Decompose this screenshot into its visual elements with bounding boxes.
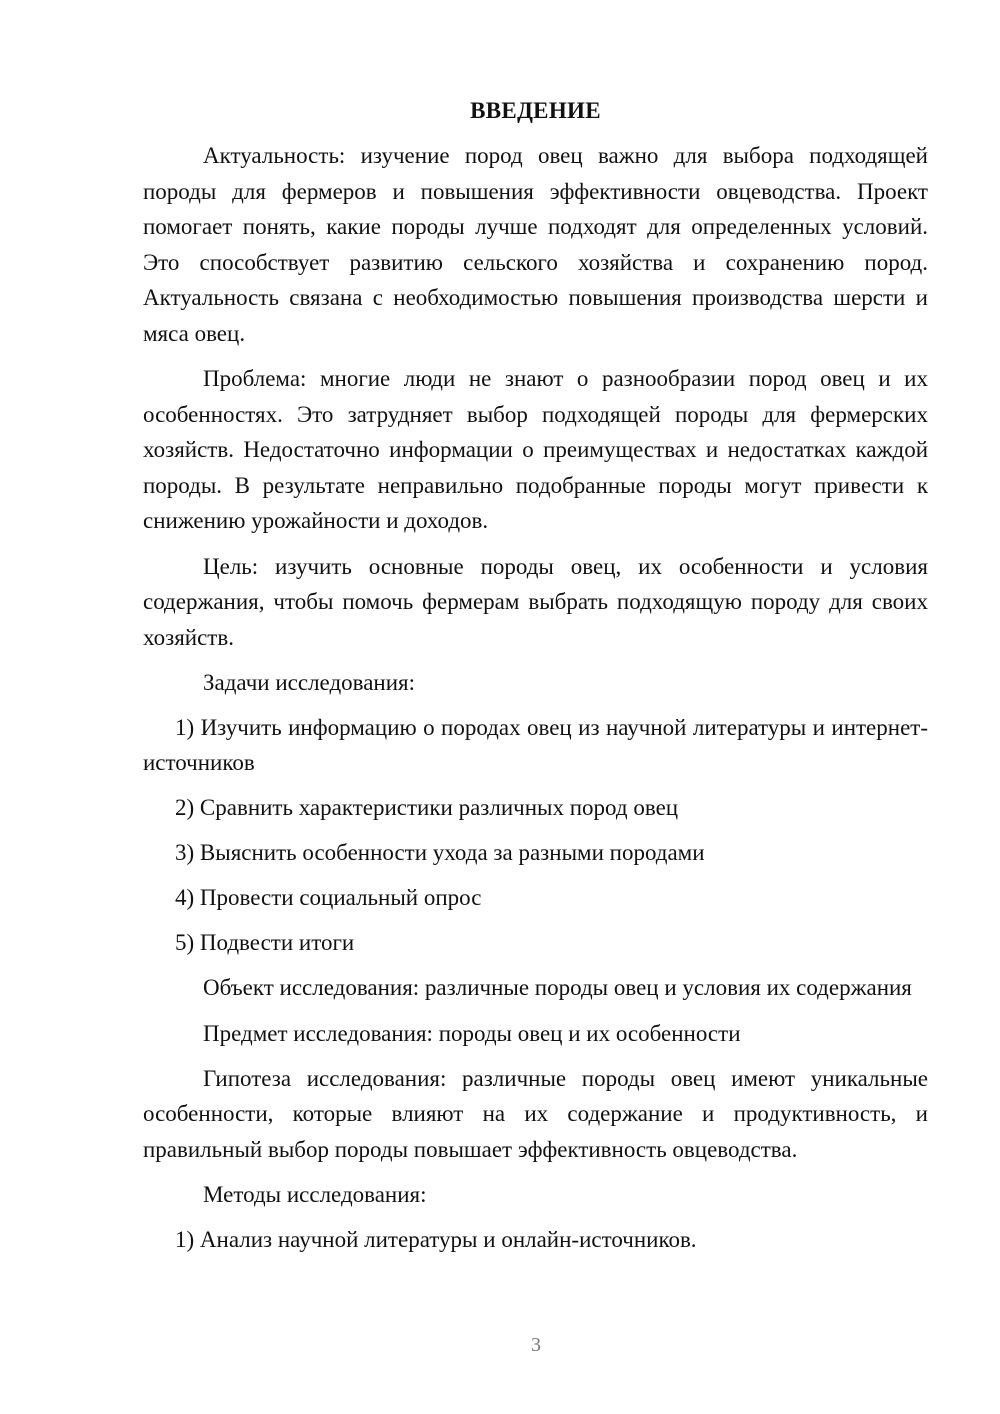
hypothesis-paragraph: Гипотеза исследования: различные породы овец имеют уникальные особенности, которые влияют на их содержание и продуктивность, и правильный выбор породы повышает эффективность овцеводства.: [143, 1065, 928, 1162]
task-item: 5) Подвести итоги: [175, 930, 355, 955]
task-item: 4) Провести социальный опрос: [175, 885, 482, 910]
page-number: 3: [531, 1334, 541, 1356]
method-item: 1) Анализ научной литературы и онлайн-источников.: [175, 1227, 697, 1252]
goal-paragraph: Цель: изучить основные породы овец, их особенности и условия содержания, чтобы помочь фермерам выбрать подходящую породу для своих хозяйств.: [143, 553, 928, 650]
section-title: ВВЕДЕНИЕ: [470, 98, 601, 123]
tasks-heading: Задачи исследования:: [203, 670, 416, 695]
methods-heading: Методы исследования:: [203, 1182, 427, 1207]
relevance-paragraph: Актуальность: изучение пород овец важно для выбора подходящей породы для фермеров и повышения эффективности овцеводства. Проект помогает понять, какие породы лучше подходят для определенных условий. Это способствует развитию сельского хозяйства и сохранению пород. Актуальность связана с необходимостью повышения производства шерсти и мяса овец.: [143, 143, 928, 346]
task-item: 2) Сравнить характеристики различных пород овец: [175, 795, 679, 820]
page-content: [143, 96, 928, 1267]
subject-paragraph: Предмет исследования: породы овец и их особенности: [203, 1020, 741, 1046]
task-item: 3) Выяснить особенности ухода за разными породами: [175, 840, 705, 865]
object-paragraph: Объект исследования: различные породы овец и условия их содержания: [203, 975, 912, 1000]
problem-paragraph: Проблема: многие люди не знают о разнообразии пород овец и их особенностях. Это затрудняет выбор подходящей породы для фермерских хозяйств. Недостаточно информации о преимуществах и недостатках каждой породы. В результате неправильно подобранные породы могут привести к снижению урожайности и доходов.: [143, 366, 928, 533]
task-item: 1) Изучить информацию о породах овец из научной литературы и интернет-источников: [143, 715, 928, 775]
